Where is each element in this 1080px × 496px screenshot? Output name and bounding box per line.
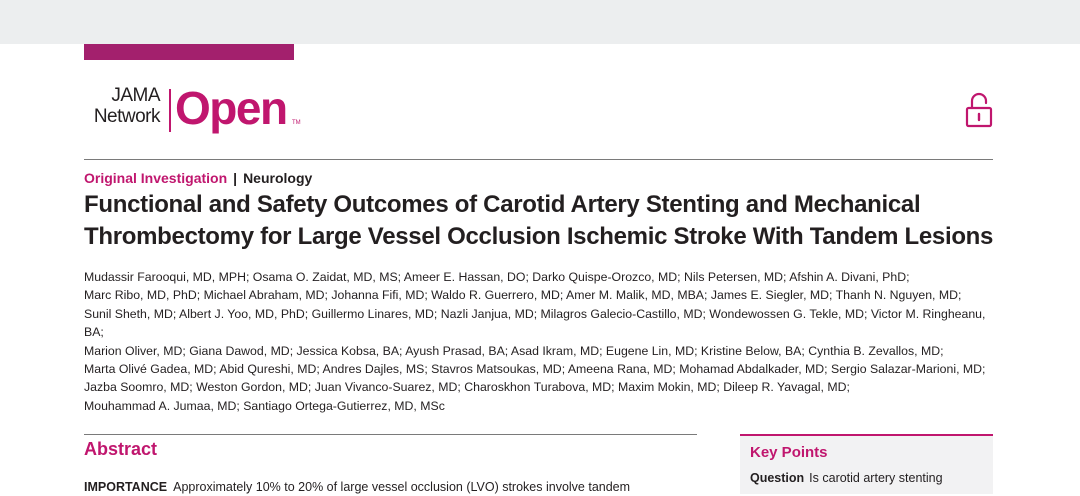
key-points-question: [750, 470, 943, 486]
author-line: Marc Ribo, MD, PhD; Michael Abraham, MD; Johanna Fifi, MD; Waldo R. Guerrero, MD; Amer M. Malik, MD, MBA; James E. Siegler, MD; Thanh N. Nguyen, MD;: [84, 288, 962, 303]
author-line: Sunil Sheth, MD; Albert J. Yoo, MD, PhD; Guillermo Linares, MD; Nazli Janjua, MD; Milagros Galecio-Castillo, MD; Wondewossen G. Tekle, MD; Victor M. Ringheanu, BA;: [84, 306, 986, 340]
abstract-rule: [84, 434, 697, 435]
author-line: Mouhammad A. Jumaa, MD; Santiago Ortega-Gutierrez, MD, MSc: [84, 398, 445, 413]
author-list: [84, 268, 1004, 415]
logo-divider: [169, 89, 171, 132]
article-section-line: [84, 170, 312, 186]
author-line: Marta Olivé Gadea, MD; Abid Qureshi, MD; Andres Dajles, MS; Stavros Matsoukas, MD; Ameena Rana, MD; Mohamad Abdalkader, MD; Sergio Salazar-Marioni, MD;: [84, 362, 986, 377]
key-points-box: [740, 434, 993, 494]
question-label: Question: [750, 471, 805, 485]
article-category[interactable]: Neurology: [243, 170, 313, 186]
browser-top-bar: [0, 0, 1080, 44]
importance-label: IMPORTANCE: [84, 480, 168, 494]
question-text: Is carotid artery stenting: [809, 471, 943, 485]
open-lock-icon: [965, 92, 993, 128]
header-rule: [84, 159, 993, 160]
logo-jama-text: JAMA: [111, 85, 160, 106]
logo-network-text: Network: [93, 106, 160, 127]
logo-trademark: TM: [292, 120, 301, 126]
article-title: Functional and Safety Outcomes of Carotid Artery Stenting and Mechanical Thrombectomy for Large Vessel Occlusion Ischemic Stroke With Tandem Lesions: [84, 191, 994, 250]
key-points-rule: [740, 434, 993, 436]
abstract-importance: [84, 478, 697, 496]
author-line: Mudassir Farooqui, MD, MPH; Osama O. Zaidat, MD, MS; Ameer E. Hassan, DO; Darko Quispe-Orozco, MD; Nils Petersen, MD; Afshin A. Divani, PhD;: [84, 270, 910, 284]
author-line: Jazba Soomro, MD; Weston Gordon, MD; Juan Vivanco-Suarez, MD; Charoskhon Turabova, MD; Maxim Mokin, MD; Dileep R. Yavagal, MD;: [84, 380, 850, 395]
author-line: Marion Oliver, MD; Giana Dawod, MD; Jessica Kobsa, BA; Ayush Prasad, BA; Asad Ikram, MD; Eugene Lin, MD; Kristine Below, BA; Cynthia B. Zevallos, MD;: [84, 343, 944, 358]
journal-color-tab: [84, 44, 294, 60]
abstract-heading: Abstract: [84, 439, 158, 459]
importance-text: Approximately 10% to 20% of large vessel occlusion (LVO) strokes involve tandem: [173, 480, 631, 494]
article-type[interactable]: Original Investigation: [84, 170, 228, 186]
logo-open-text: Open: [175, 82, 287, 134]
key-points-heading: Key Points: [750, 444, 828, 461]
section-separator: |: [233, 170, 238, 186]
